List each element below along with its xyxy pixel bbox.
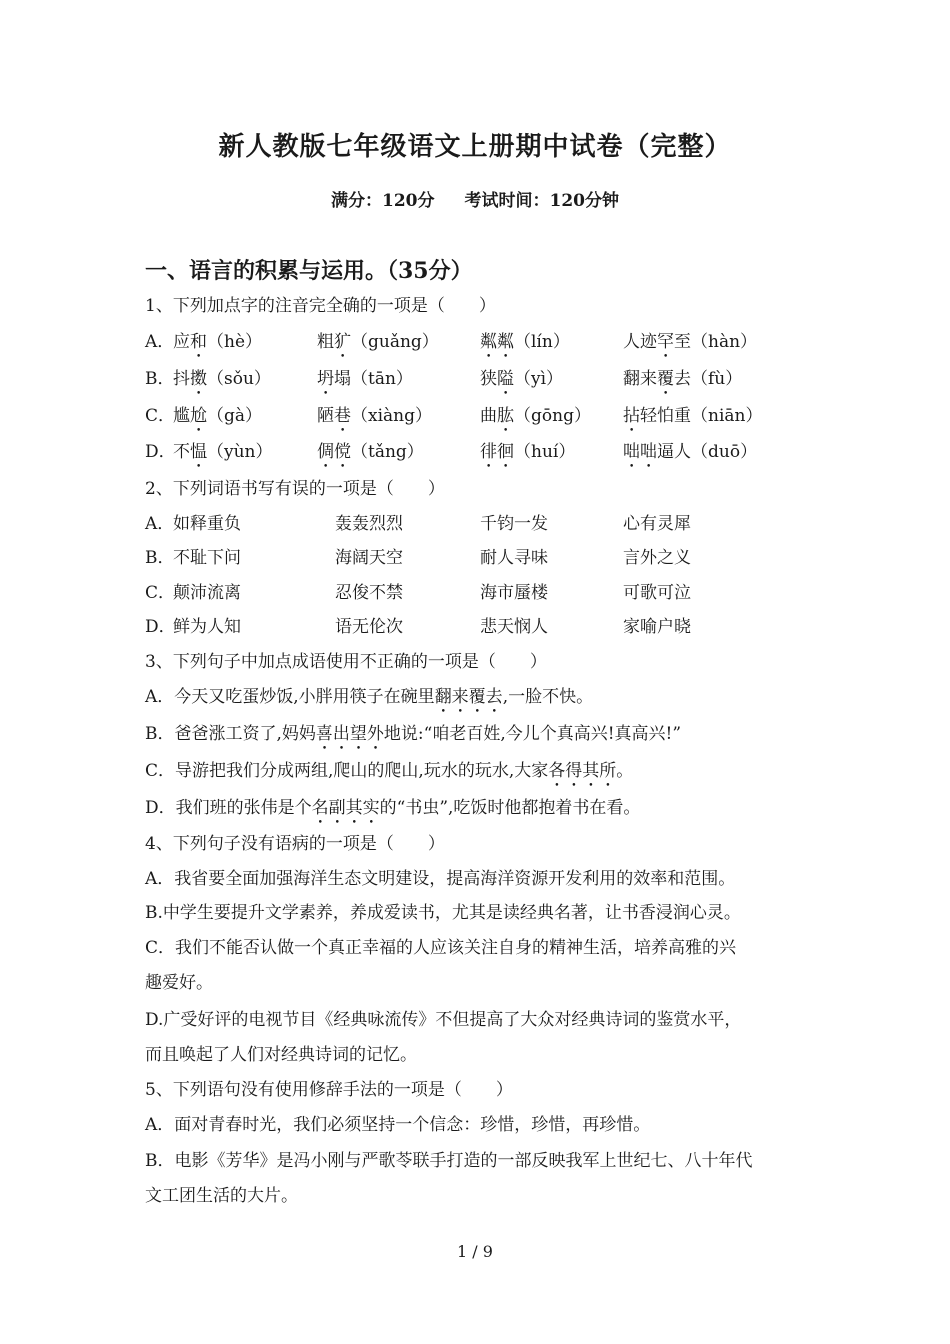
- option-label: A．: [145, 332, 175, 352]
- option-text: （gà）: [207, 406, 263, 426]
- option-item: [317, 440, 424, 472]
- question-4-option: C．我们不能否认做一个真正幸福的人应该关注自身的精神生活，培养高雅的兴: [145, 938, 737, 958]
- option-item: [480, 440, 575, 472]
- option-text: 人迹: [623, 332, 657, 352]
- option-text: （gōng）: [514, 406, 591, 426]
- option-text: 尴: [173, 406, 190, 426]
- question-3-option: [145, 796, 640, 828]
- option-text: （xiàng）: [351, 406, 432, 426]
- dotted-character: 尬: [190, 406, 207, 426]
- exam-time: 考试时间：120分钟: [464, 191, 619, 211]
- option-item: [623, 367, 742, 399]
- question-4-option: D.广受好评的电视节目《经典咏流传》不但提高了大众对经典诗词的鉴赏水平，: [145, 1010, 742, 1030]
- option-label: D．: [145, 617, 176, 637]
- option-label: D．: [145, 442, 176, 462]
- option-text: 曲: [480, 406, 497, 426]
- section-heading: 一、语言的积累与运用。（35分）: [145, 258, 473, 284]
- dotted-character: 粼粼: [480, 332, 514, 352]
- option-text: 去（fù）: [674, 369, 743, 389]
- option-text: 。: [616, 761, 634, 781]
- option-text: ,一脸不快。: [502, 687, 594, 707]
- option-item: [623, 440, 757, 472]
- question-5-option: B．电影《芳华》是冯小刚与严歌苓联手打造的一部反映我军上世纪七、八十年代: [145, 1151, 753, 1171]
- dotted-idiom: 各得其所: [548, 761, 617, 781]
- question-5-stem: 5、下列语句没有使用修辞手法的一项是（ ）: [145, 1080, 513, 1100]
- option-label: B．: [145, 369, 175, 389]
- question-2-stem: 2、下列词语书写有误的一项是（ ）: [145, 479, 445, 499]
- option-text: C．导游把我们分成两组,爬山的爬山,玩水的玩水,大家: [145, 761, 549, 781]
- option-word: 忍俊不禁: [335, 583, 403, 603]
- option-word: 言外之义: [623, 548, 691, 568]
- option-item: [317, 330, 439, 362]
- question-4-option-cont: 趣爱好。: [145, 973, 213, 993]
- option-label: B．: [145, 548, 175, 568]
- option-text: 至（hàn）: [674, 332, 758, 352]
- dotted-character: 罕: [657, 332, 674, 352]
- option-label: C．: [145, 406, 176, 426]
- option-text: 陋: [317, 406, 334, 426]
- question-3-option: [145, 685, 593, 717]
- question-1-stem: 1、下列加点字的注音完全确的一项是（ ）: [145, 296, 496, 316]
- option-word: 鲜为人知: [173, 617, 241, 637]
- option-text: 轻怕重（niān）: [640, 406, 763, 426]
- option-text: （tǎng）: [351, 442, 424, 462]
- page-title: 新人教版七年级语文上册期中试卷（完整）: [218, 132, 732, 162]
- option-text: 粗: [317, 332, 334, 352]
- dotted-character: 愠: [190, 442, 207, 462]
- dotted-character: 倜傥: [317, 442, 351, 462]
- option-text: （lín）: [514, 332, 570, 352]
- question-3-stem: 3、下列句子中加点成语使用不正确的一项是（ ）: [145, 652, 547, 672]
- exam-info: [0, 186, 950, 211]
- option-item: [623, 404, 762, 436]
- option-label: C．: [145, 583, 176, 603]
- page-number: 1 / 9: [457, 1242, 493, 1261]
- option-item: [623, 330, 757, 362]
- option-item: [173, 330, 262, 362]
- dotted-character: 和: [190, 332, 207, 352]
- question-4-stem: 4、下列句子没有语病的一项是（ ）: [145, 834, 445, 854]
- dotted-character: 拈: [623, 406, 640, 426]
- option-word: 海市蜃楼: [480, 583, 548, 603]
- dotted-character: 坍: [317, 369, 334, 389]
- question-4-option-cont: 而且唤起了人们对经典诗词的记忆。: [145, 1045, 417, 1065]
- option-text: （guǎng）: [351, 332, 439, 352]
- question-3-option: [145, 722, 681, 754]
- question-4-option: B.中学生要提升文学素养，养成爱读书，尤其是读经典名著，让书香浸润心灵。: [145, 903, 741, 923]
- option-word: 海阔天空: [335, 548, 403, 568]
- option-text: D．我们班的张伟是个: [145, 798, 312, 818]
- option-word: 语无伦次: [335, 617, 403, 637]
- option-text: 狭: [480, 369, 497, 389]
- option-word: 轰轰烈烈: [335, 514, 403, 534]
- option-text: A．今天又吃蛋炒饭,小胖用筷子在碗里: [145, 687, 435, 707]
- option-text: （yùn）: [207, 442, 273, 462]
- option-word: 心有灵犀: [623, 514, 691, 534]
- option-word: 悲天悯人: [480, 617, 548, 637]
- option-item: [480, 404, 591, 436]
- option-item: [480, 330, 570, 362]
- dotted-idiom: 翻来覆去: [434, 687, 503, 707]
- option-text: B．爸爸涨工资了,妈妈: [145, 724, 316, 744]
- option-text: 的“书虫”,吃饭时他都抱着书在看。: [379, 798, 641, 818]
- option-text: （sǒu）: [207, 369, 271, 389]
- option-text: 不: [173, 442, 190, 462]
- option-item: [173, 367, 271, 399]
- dotted-idiom: 喜出望外: [315, 724, 384, 744]
- dotted-character: 巷: [334, 406, 351, 426]
- option-word: 耐人寻味: [480, 548, 548, 568]
- dotted-character: 徘徊: [480, 442, 514, 462]
- option-word: 不耻下问: [173, 548, 241, 568]
- option-text: 应: [173, 332, 190, 352]
- dotted-character: 擞: [190, 369, 207, 389]
- option-word: 如释重负: [173, 514, 241, 534]
- option-text: 塌（tān）: [334, 369, 413, 389]
- option-text: 抖: [173, 369, 190, 389]
- option-label: A．: [145, 514, 175, 534]
- option-item: [317, 404, 432, 436]
- option-word: 千钧一发: [480, 514, 548, 534]
- dotted-character: 犷: [334, 332, 351, 352]
- option-text: 逼人（duō）: [657, 442, 758, 462]
- question-5-option: A．面对青春时光，我们必须坚持一个信念：珍惜，珍惜，再珍惜。: [145, 1115, 651, 1135]
- question-3-option: [145, 759, 633, 791]
- dotted-character: 咄咄: [623, 442, 657, 462]
- option-text: （huí）: [514, 442, 576, 462]
- option-word: 家喻户晓: [623, 617, 691, 637]
- dotted-character: 隘: [497, 369, 514, 389]
- dotted-character: 肱: [497, 406, 514, 426]
- option-text: （yì）: [514, 369, 564, 389]
- question-4-option: A．我省要全面加强海洋生态文明建设，提高海洋资源开发利用的效率和范围。: [145, 869, 736, 889]
- dotted-character: 覆: [657, 369, 674, 389]
- option-item: [173, 440, 273, 472]
- option-word: 可歌可泣: [623, 583, 691, 603]
- full-score: 满分：120分: [331, 191, 435, 211]
- option-item: [317, 367, 413, 399]
- option-text: 地说:“咱老百姓,今儿个真高兴!真高兴!”: [383, 724, 682, 744]
- option-word: 颠沛流离: [173, 583, 241, 603]
- option-text: 翻来: [623, 369, 657, 389]
- question-5-option-cont: 文工团生活的大片。: [145, 1186, 298, 1206]
- option-text: （hè）: [207, 332, 263, 352]
- option-item: [173, 404, 262, 436]
- dotted-idiom: 名副其实: [311, 798, 380, 818]
- option-item: [480, 367, 563, 399]
